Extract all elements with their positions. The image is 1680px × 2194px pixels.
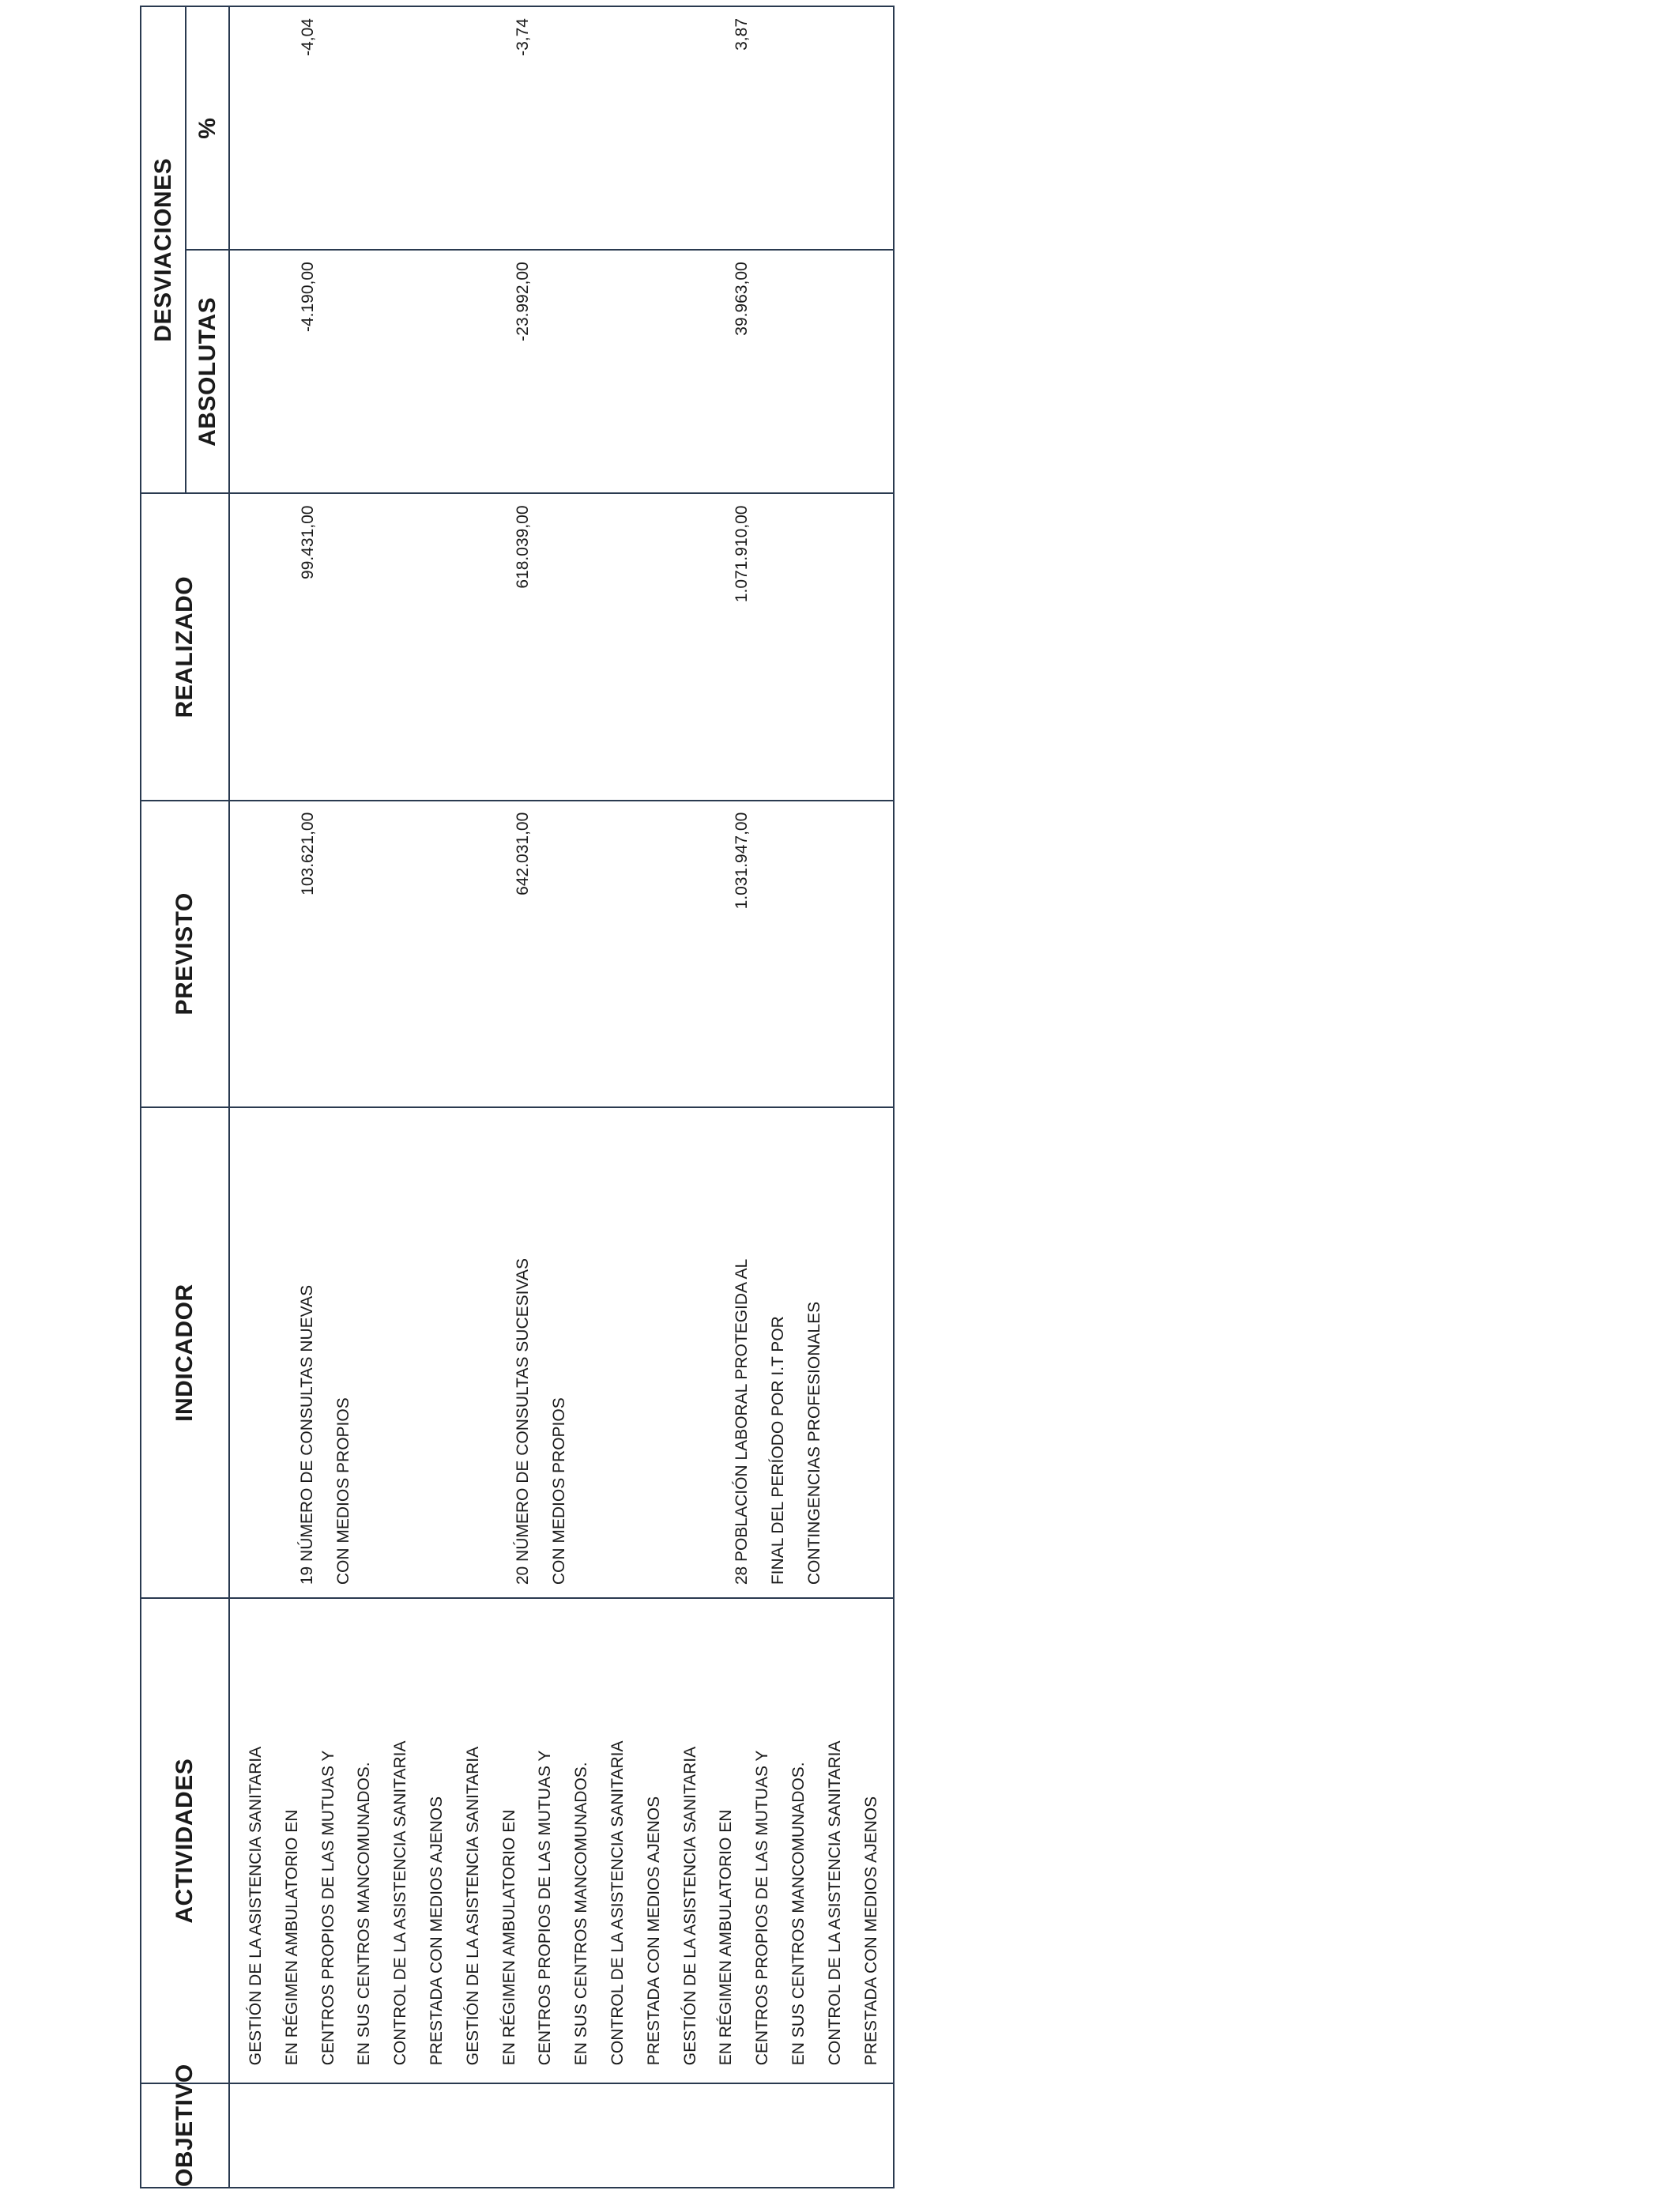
actividad-line: CENTROS PROPIOS DE LAS MUTUAS Y <box>536 1750 555 2066</box>
absolutas-values <box>230 251 878 492</box>
header-indicador: INDICADOR <box>141 1107 229 1598</box>
realizado-value: 1.071.910,00 <box>733 505 751 603</box>
realizado-cell <box>229 494 894 801</box>
actividad-line: EN RÉGIMEN AMBULATORIO EN <box>282 1809 301 2066</box>
header-absolutas: ABSOLUTAS <box>186 250 229 493</box>
actividad-line: EN SUS CENTROS MANCOMUNADOS. <box>789 1762 808 2066</box>
indicador-list <box>230 1114 878 1585</box>
realizado-value: 99.431,00 <box>299 505 317 579</box>
table-body-row <box>229 6 894 2188</box>
actividad-line: EN SUS CENTROS MANCOMUNADOS. <box>355 1762 374 2066</box>
indicador-line: FINAL DEL PERÍODO POR I.T POR <box>769 1316 787 1585</box>
actividad-line: GESTIÓN DE LA ASISTENCIA SANITARIA <box>247 1746 265 2066</box>
actividad-line: PRESTADA CON MEDIOS AJENOS <box>427 1796 446 2066</box>
realizado-value: 618.039,00 <box>514 505 532 589</box>
porcentaje-value: -3,74 <box>514 18 532 56</box>
previsto-value: 1.031.947,00 <box>733 812 751 910</box>
absolutas-cell <box>229 250 894 493</box>
actividad-line: EN SUS CENTROS MANCOMUNADOS. <box>572 1762 591 2066</box>
header-actividades: ACTIVIDADES <box>141 1598 229 2083</box>
indicador-line: CON MEDIOS PROPIOS <box>334 1397 352 1585</box>
indicador-line: 19 NÚMERO DE CONSULTAS NUEVAS <box>298 1284 316 1585</box>
indicador-entry <box>724 1114 833 1585</box>
indicador-cell <box>229 1107 894 1598</box>
header-objetivo: OBJETIVO <box>141 2083 229 2188</box>
rotated-table-frame <box>140 6 895 2188</box>
actividad-line: GESTIÓN DE LA ASISTENCIA SANITARIA <box>680 1746 699 2066</box>
previsto-value: 642.031,00 <box>514 812 532 895</box>
actividad-line: CENTROS PROPIOS DE LAS MUTUAS Y <box>318 1750 337 2066</box>
header-porcentaje: % <box>186 6 229 250</box>
porcentaje-value: 3,87 <box>733 18 751 51</box>
indicador-line: 28 POBLACIÓN LABORAL PROTEGIDA AL <box>733 1258 751 1585</box>
actividad-line: GESTIÓN DE LA ASISTENCIA SANITARIA <box>463 1746 482 2066</box>
actividad-line: CONTROL DE LA ASISTENCIA SANITARIA <box>391 1740 410 2066</box>
porcentaje-cell <box>229 6 894 250</box>
porcentaje-values <box>230 7 878 249</box>
actividad-line: CONTROL DE LA ASISTENCIA SANITARIA <box>825 1740 844 2066</box>
porcentaje-value: -4,04 <box>299 18 317 56</box>
header-desviaciones: DESVIACIONES <box>141 6 186 494</box>
absolutas-value: 39.963,00 <box>733 262 751 336</box>
indicador-entry <box>505 1114 578 1585</box>
previsto-cell <box>229 801 894 1107</box>
indicador-line: CONTINGENCIAS PROFESIONALES <box>805 1301 823 1585</box>
indicador-entry <box>289 1114 362 1585</box>
actividad-line: EN RÉGIMEN AMBULATORIO EN <box>717 1809 736 2066</box>
header-realizado: REALIZADO <box>141 494 229 801</box>
header-previsto: PREVISTO <box>141 801 229 1107</box>
actividades-list <box>238 1605 889 2065</box>
actividad-line: PRESTADA CON MEDIOS AJENOS <box>861 1796 880 2066</box>
realizado-values <box>230 495 878 800</box>
actividades-cell <box>229 1598 894 2083</box>
indicador-line: CON MEDIOS PROPIOS <box>550 1397 568 1585</box>
actividad-line: EN RÉGIMEN AMBULATORIO EN <box>499 1809 518 2066</box>
actividad-line: CONTROL DE LA ASISTENCIA SANITARIA <box>608 1740 627 2066</box>
actividad-line: PRESTADA CON MEDIOS AJENOS <box>644 1796 663 2066</box>
absolutas-value: -4.190,00 <box>299 262 317 333</box>
indicador-line: 20 NÚMERO DE CONSULTAS SUCESIVAS <box>514 1258 532 1585</box>
previsto-value: 103.621,00 <box>299 812 317 895</box>
indicators-table <box>140 6 895 2188</box>
absolutas-value: -23.992,00 <box>514 262 532 341</box>
actividad-line: CENTROS PROPIOS DE LAS MUTUAS Y <box>753 1750 772 2066</box>
previsto-values <box>230 801 878 1106</box>
objetivo-cell <box>229 2083 894 2188</box>
header-row <box>141 6 186 2188</box>
